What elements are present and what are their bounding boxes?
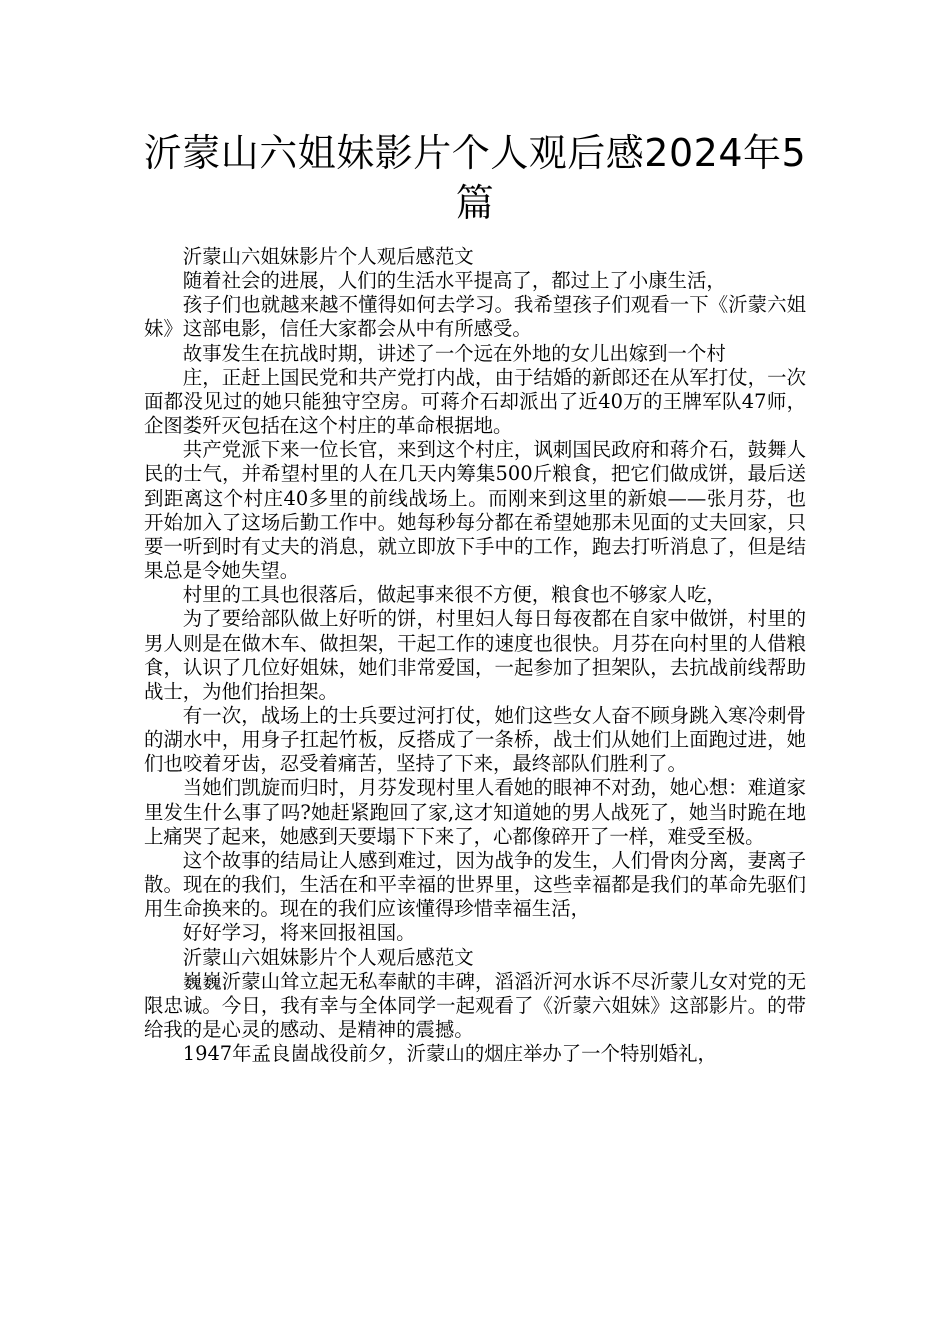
paragraph: 1947年孟良崮战役前夕，沂蒙山的烟庄举办了一个特别婚礼， [182, 1042, 717, 1066]
paragraph: 这个故事的结局让人感到难过，因为战争的发生，人们骨肉分离，妻离子散。现在的我们，生活在和平幸福的世界里，这些幸福都是我们的革命先驱们用生命换来的。现在的我们应该懂得珍惜幸福生活， [144, 848, 806, 921]
paragraph: 巍巍沂蒙山耸立起无私奉献的丰碑，滔滔沂河水诉不尽沂蒙儿女对党的无限忠诚。今日，我有幸与全体同学一起观看了《沂蒙六姐妹》这部影片。的带给我的是心灵的感动、是精神的震撼。 [144, 969, 806, 1041]
paragraph: 村里的工具也很落后，做起事来很不方便，粮食也不够家人吃， [182, 583, 726, 607]
paragraph: 孩子们也就越来越不懂得如何去学习。我希望孩子们观看一下《沂蒙六姐妹》这部电影，信任大家都会从中有所感受。 [144, 293, 806, 341]
paragraph: 为了要给部队做上好听的饼，村里妇人每日每夜都在自家中做饼，村里的男人则是在做木车、做担架，干起工作的速度也很快。月芬在向村里的人借粮食，认识了几位好姐妹，她们非常爱国，一起参加了担架队，去抗战前线帮助战士，为他们抬担架。 [144, 607, 806, 703]
paragraph: 好好学习，将来回报祖国。 [182, 921, 416, 945]
paragraph: 随着社会的进展，人们的生活水平提高了，都过上了小康生活， [182, 269, 726, 293]
section-heading: 沂蒙山六姐妹影片个人观后感范文 [182, 945, 474, 969]
section-heading: 沂蒙山六姐妹影片个人观后感范文 [182, 245, 474, 268]
paragraph: 当她们凯旋而归时，月芬发现村里人看她的眼神不对劲，她心想：难道家里发生什么事了吗?她赶紧跑回了家,这才知道她的男人战死了，她当时跪在地上痛哭了起来，她感到天要塌下下来了，心都像碎开了一样，难受至极。 [144, 776, 806, 848]
paragraph: 共产党派下来一位长官，来到这个村庄，讽刺国民政府和蒋介石，鼓舞人民的士气，并希望村里的人在几天内筹集500斤粮食，把它们做成饼，最后送到距离这个村庄40多里的前线战场上。而刚来到这里的新娘——张月芬，也开始加入了这场后勤工作中。她每秒每分都在希望她那未见面的丈夫回家，只要一听到时有丈夫的消息，就立即放下手中的工作，跑去打听消息了，但是结果总是令她失望。 [144, 438, 806, 583]
paragraph: 故事发生在抗战时期，讲述了一个远在外地的女儿出嫁到一个村 [182, 341, 726, 365]
document-title: 沂蒙山六姐妹影片个人观后感2024年5篇 [143, 131, 807, 225]
paragraph: 有一次，战场上的士兵要过河打仗，她们这些女人奋不顾身跳入寒冷刺骨的湖水中，用身子扛起竹板，反搭成了一条桥，战士们从她们上面跑过进，她们也咬着牙齿，忍受着痛苦，坚持了下来，最终部队们胜利了。 [144, 703, 806, 776]
document-body [144, 245, 806, 1066]
paragraph: 庄，正赶上国民党和共产党打内战，由于结婚的新郎还在从军打仗，一次面都没见过的她只能独守空房。可蒋介石却派出了近40万的王牌军队47师，企图娄歼灭包括在这个村庄的革命根据地。 [144, 365, 806, 438]
